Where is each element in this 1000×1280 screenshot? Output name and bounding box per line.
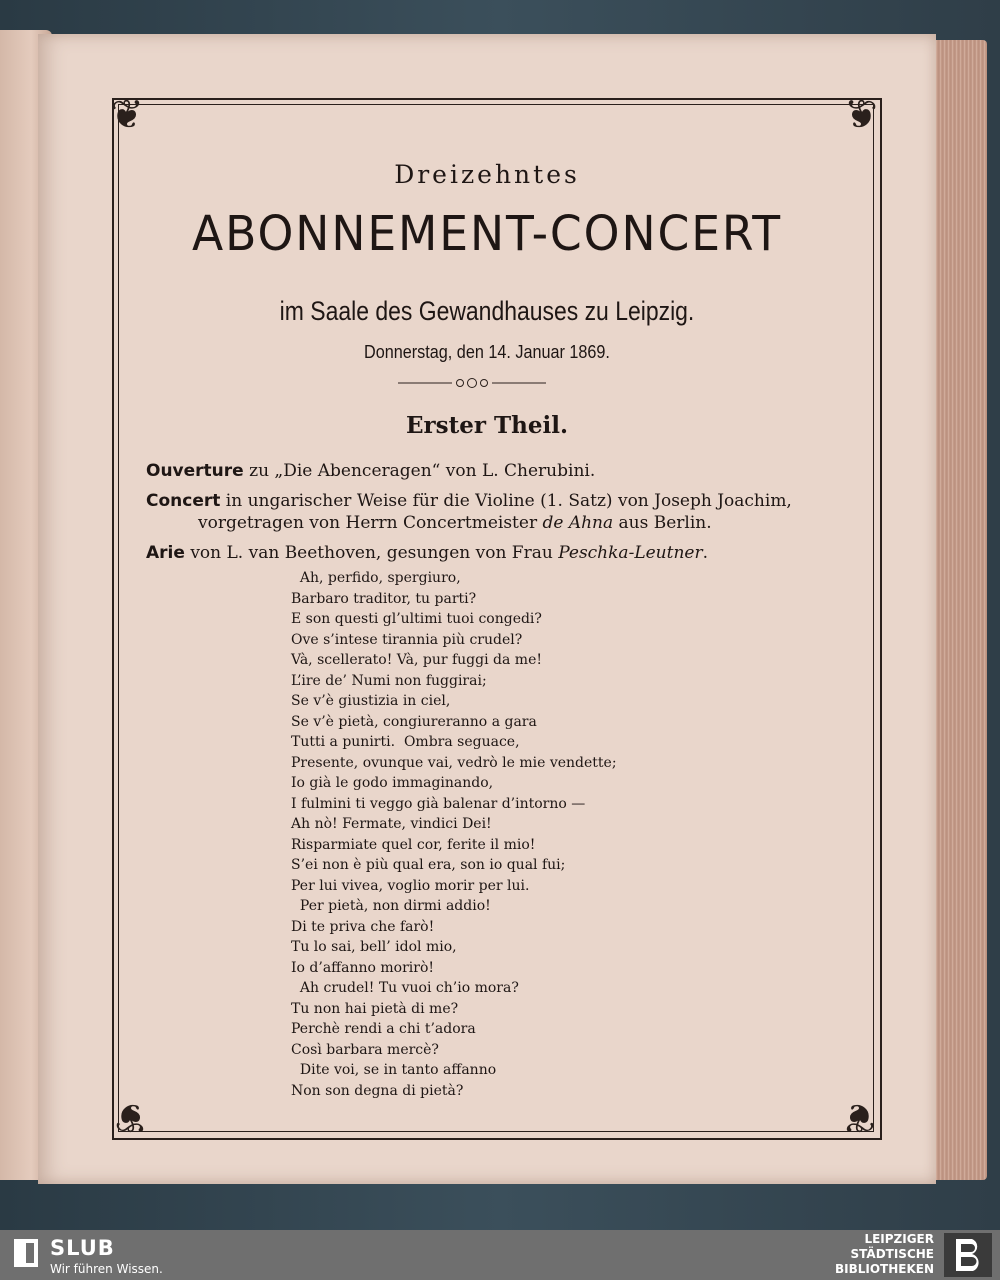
lyric-line: Tutti a punirti. Ombra seguace,	[291, 734, 520, 750]
date: Donnerstag, den 14. Januar 1869.	[364, 342, 610, 362]
program-item-text: in ungarischer Weise für die Violine (1. Satz) von Joseph Joachim,	[225, 491, 792, 511]
library-name-line: STÄDTISCHE	[850, 1247, 934, 1261]
lyric-line: Dite voi, se in tanto affanno	[291, 1062, 497, 1078]
divider-ornament-icon	[398, 376, 546, 390]
section-heading: Erster Theil.	[406, 412, 568, 439]
library-logo-icon	[944, 1233, 992, 1277]
lyric-line: Tu lo sai, bell’ idol mio,	[291, 939, 457, 955]
lyric-line: Ove s’intese tirannia più crudel?	[291, 631, 523, 648]
lyric-line: Tu non hai pietà di me?	[291, 1000, 459, 1017]
lyrics-block	[291, 568, 617, 1101]
library-name-line: BIBLIOTHEKEN	[834, 1262, 934, 1276]
venue: im Saale des Gewandhauses zu Leipzig.	[279, 296, 695, 326]
program-item	[146, 460, 846, 482]
lyric-line: Per pietà, non dirmi addio!	[291, 898, 491, 914]
program-item	[146, 490, 846, 534]
lyric-line: L’ire de’ Numi non fuggirai;	[291, 672, 487, 689]
lyric-line: Di te priva che farò!	[291, 918, 435, 935]
program-item-label: Arie	[146, 543, 185, 563]
library-name	[835, 1232, 934, 1277]
continuation-text: vorgetragen von Herrn Concertmeister	[198, 513, 543, 533]
corner-ornament-icon: ❦	[842, 1094, 876, 1140]
program-item-label: Ouverture	[146, 461, 244, 481]
lyric-line: Risparmiate quel cor, ferite il mio!	[291, 836, 536, 853]
lyric-line: Se v’è pietà, congiureranno a gara	[291, 713, 537, 730]
heading: Dreizehntes	[394, 160, 580, 189]
lyric-line: Così barbara mercè?	[291, 1041, 439, 1058]
lyric-line: Io già le godo immaginando,	[291, 775, 494, 791]
document-page	[38, 34, 936, 1184]
lyric-line: Ah, perfido, spergiuro,	[291, 570, 461, 586]
library-name-line: LEIPZIGER	[864, 1232, 934, 1246]
lyric-line: Non son degna di pietà?	[291, 1082, 464, 1099]
corner-ornament-icon: ❦	[114, 1094, 148, 1140]
lyric-line: Presente, ovunque vai, vedrò le mie vendette;	[291, 754, 617, 771]
lyric-line: Và, scellerato! Và, pur fuggi da me!	[291, 652, 542, 668]
slub-tagline: Wir führen Wissen.	[50, 1262, 163, 1276]
footer-bar	[0, 1230, 1000, 1280]
program-item-label: Concert	[146, 491, 221, 511]
lyric-line: Ah nò! Fermate, vindici Dei!	[291, 816, 492, 832]
lyric-line: I fulmini ti veggo già balenar d’intorno —	[291, 795, 586, 812]
corner-ornament-icon: ❦	[110, 92, 144, 138]
lyric-line: E son questi gl’ultimi tuoi congedi?	[291, 611, 542, 627]
lyric-line: Perchè rendi a chi t’adora	[291, 1021, 476, 1037]
lyric-line: Io d’affanno morirò!	[291, 959, 434, 976]
lyric-line: S’ei non è più qual era, son io qual fui;	[291, 857, 566, 873]
performer-name: de Ahna	[542, 513, 614, 533]
program-item-suffix: .	[702, 543, 708, 563]
program-item	[146, 542, 846, 564]
program-item-text: zu „Die Abenceragen“ von L. Cherubini.	[249, 461, 596, 481]
slub-logo-icon	[14, 1239, 38, 1267]
lyric-line: Barbaro traditor, tu parti?	[291, 590, 477, 607]
slub-name: SLUB	[50, 1236, 115, 1260]
lyric-line: Se v’è giustizia in ciel,	[291, 693, 451, 709]
performer-name: Peschka-Leutner	[558, 543, 703, 563]
continuation-suffix: aus Berlin.	[613, 513, 712, 533]
program-item-text: von L. van Beethoven, gesungen von Frau	[190, 543, 559, 563]
lyric-line: Ah crudel! Tu vuoi ch’io mora?	[291, 980, 519, 996]
program-item-continuation	[146, 512, 846, 534]
corner-ornament-icon: ❦	[844, 92, 878, 138]
lyric-line: Per lui vivea, voglio morir per lui.	[291, 877, 530, 894]
page-title: ABONNEMENT-CONCERT	[192, 206, 782, 262]
